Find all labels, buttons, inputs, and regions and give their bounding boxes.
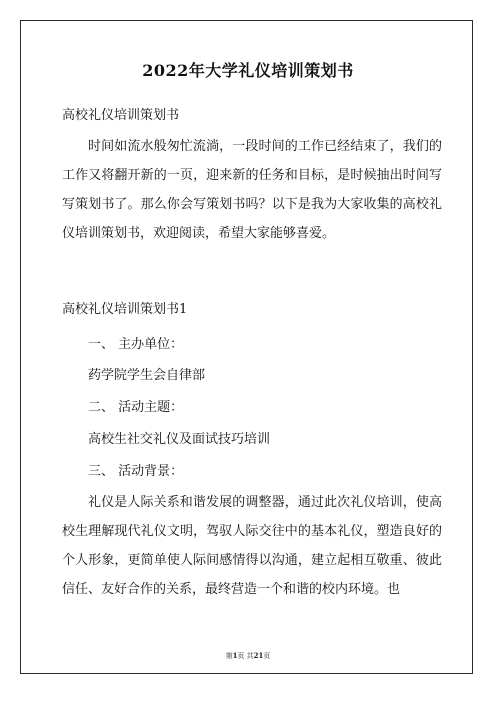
theme-value: 高校生社交礼仪及面试技巧培训 <box>88 432 271 447</box>
organizer-value: 药学院学生会自律部 <box>88 368 206 383</box>
theme-label: 二、 活动主题： <box>88 400 184 415</box>
footer-page-number: 1 <box>232 651 238 660</box>
footer-page-total: 21 <box>253 651 264 660</box>
page-footer <box>0 651 496 661</box>
section-heading: 高校礼仪培训策划书1 <box>62 302 188 317</box>
footer-suffix: 页 <box>263 652 271 660</box>
footer-middle: 页 共 <box>237 652 254 660</box>
intro-paragraph: 时间如流水般匆忙流淌，一段时间的工作已经结束了，我们的工作又将翻开新的一页，迎来新的任务和目标，是时候抽出时间写写策划书了。那么你会写策划书吗？以下是我为大家收集的高校礼仪培训策划书，欢迎阅读，希望大家能够喜爱。 <box>62 139 442 241</box>
background-label: 三、 活动背景： <box>88 464 184 479</box>
organizer-label: 一、 主办单位： <box>88 337 184 352</box>
document-title: 2022年大学礼仪培训策划书 <box>142 61 354 80</box>
footer-prefix: 第 <box>225 652 233 660</box>
background-paragraph: 礼仪是人际关系和谐发展的调整器，通过此次礼仪培训，使高校生理解现代礼仪文明，驾驭人际交往中的基本礼仪，塑造良好的个人形象，更简单使人际间感情得以沟通，建立起相互敬重、彼此信任、友好合作的关系，最终营造一个和谐的校内环境。也 <box>62 495 442 597</box>
document-subtitle: 高校礼仪培训策划书 <box>62 108 180 123</box>
